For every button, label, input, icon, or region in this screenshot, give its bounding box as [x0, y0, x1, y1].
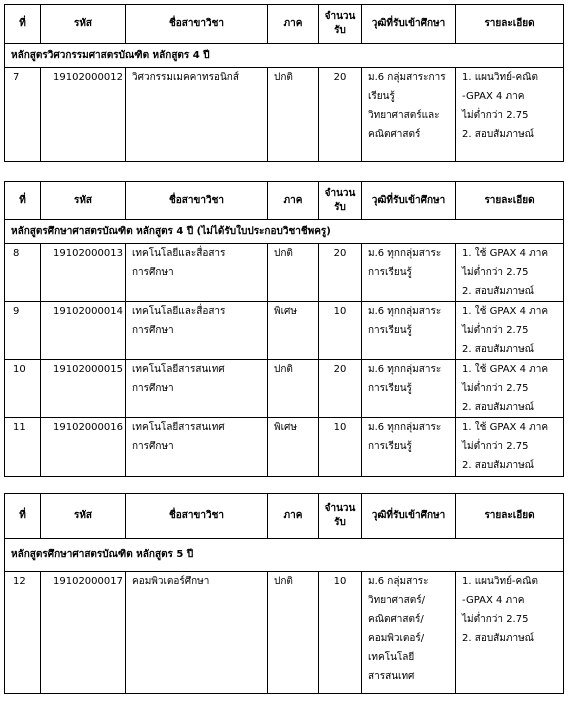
table-row: [5, 360, 564, 418]
qualification-line: คอมพิวเตอร์/: [368, 633, 425, 644]
header-no: ที่: [5, 182, 41, 220]
row-quota: 10: [319, 572, 362, 694]
qualification-line: วิทยาศาสตร์/: [368, 595, 425, 606]
row-details: [456, 572, 564, 694]
header-quota-line2: รับ: [334, 201, 346, 213]
header-qualification: วุฒิที่รับเข้าศึกษา: [362, 182, 456, 220]
details-line: ไม่ต่ำกว่า 2.75: [462, 441, 529, 452]
row-code: 19102000017: [41, 572, 126, 694]
details-line: 2. สอบสัมภาษณ์: [462, 402, 534, 413]
details-line: -GPAX 4 ภาค: [462, 91, 525, 102]
details-line: 1. ใช้ GPAX 4 ภาค: [462, 422, 549, 433]
row-details: [456, 360, 564, 418]
header-quota-line2: รับ: [334, 517, 346, 528]
row-term: พิเศษ: [268, 418, 319, 477]
header-term: ภาค: [268, 494, 319, 539]
row-qualification: [362, 68, 456, 162]
major-line: การศึกษา: [132, 441, 174, 452]
row-details: [456, 418, 564, 477]
row-qualification: [362, 418, 456, 477]
header-quota: [319, 5, 362, 44]
row-major: [126, 418, 268, 477]
row-details: [456, 302, 564, 360]
section-title: หลักสูตรศึกษาศาสตรบัณฑิต หลักสูตร 4 ปี (ไม่ได้รับใบประกอบวิชาชีพครู): [5, 220, 564, 244]
header-code: รหัส: [41, 182, 126, 220]
header-qualification: วุฒิที่รับเข้าศึกษา: [362, 494, 456, 539]
major-line: เทคโนโลยีสารสนเทศ: [132, 422, 225, 433]
row-quota: 20: [319, 360, 362, 418]
row-code: 19102000013: [41, 244, 126, 302]
row-code: 19102000014: [41, 302, 126, 360]
header-details: รายละเอียด: [456, 182, 564, 220]
row-no: 7: [5, 68, 41, 162]
table-row: [5, 68, 564, 162]
header-qualification: วุฒิที่รับเข้าศึกษา: [362, 5, 456, 44]
details-line: ไม่ต่ำกว่า 2.75: [462, 383, 529, 394]
qualification-line: ม.6 ทุกกลุ่มสาระ: [368, 364, 442, 375]
header-no: ที่: [5, 494, 41, 539]
header-quota-line2: รับ: [334, 25, 346, 36]
details-line: 2. สอบสัมภาษณ์: [462, 129, 534, 140]
table-row: [5, 418, 564, 477]
header-no: ที่: [5, 5, 41, 44]
details-line: 1. แผนวิทย์-คณิต: [462, 576, 538, 587]
header-quota-line1: จำนวน: [324, 187, 356, 199]
header-quota: [319, 182, 362, 220]
header-quota-line1: จำนวน: [324, 503, 356, 514]
details-line: 2. สอบสัมภาษณ์: [462, 286, 534, 297]
header-row: [5, 182, 564, 220]
qualification-line: เทคโนโลยี: [368, 652, 415, 663]
section-row: [5, 44, 564, 68]
header-term: ภาค: [268, 5, 319, 44]
row-term: ปกติ: [268, 244, 319, 302]
details-line: 1. ใช้ GPAX 4 ภาค: [462, 306, 549, 317]
row-term: พิเศษ: [268, 302, 319, 360]
row-no: 12: [5, 572, 41, 694]
row-term: ปกติ: [268, 360, 319, 418]
header-row: [5, 5, 564, 44]
row-quota: 20: [319, 68, 362, 162]
qualification-line: ม.6 ทุกกลุ่มสาระ: [368, 248, 442, 259]
row-details: [456, 68, 564, 162]
row-qualification: [362, 244, 456, 302]
header-major: ชื่อสาขาวิชา: [126, 182, 268, 220]
row-no: 8: [5, 244, 41, 302]
qualification-line: คณิตศาสตร์: [368, 129, 421, 140]
major-line: คอมพิวเตอร์ศึกษา: [132, 576, 210, 587]
row-code: 19102000012: [41, 68, 126, 162]
header-details: รายละเอียด: [456, 5, 564, 44]
row-qualification: [362, 572, 456, 694]
major-line: เทคโนโลยีและสื่อสาร: [132, 306, 226, 317]
row-details: [456, 244, 564, 302]
row-code: 19102000015: [41, 360, 126, 418]
row-code: 19102000016: [41, 418, 126, 477]
details-line: 2. สอบสัมภาษณ์: [462, 460, 534, 471]
section-row: [5, 220, 564, 244]
row-term: ปกติ: [268, 68, 319, 162]
row-major: [126, 68, 268, 162]
table-row: [5, 302, 564, 360]
row-major: [126, 360, 268, 418]
row-no: 11: [5, 418, 41, 477]
row-qualification: [362, 302, 456, 360]
row-no: 10: [5, 360, 41, 418]
admission-table-1: [4, 4, 564, 162]
details-line: ไม่ต่ำกว่า 2.75: [462, 267, 529, 278]
header-details: รายละเอียด: [456, 494, 564, 539]
qualification-line: วิทยาศาสตร์และ: [368, 110, 440, 121]
admission-table-3: [4, 493, 564, 694]
row-no: 9: [5, 302, 41, 360]
header-row: [5, 494, 564, 539]
row-quota: 20: [319, 244, 362, 302]
details-line: ไม่ต่ำกว่า 2.75: [462, 614, 529, 625]
major-line: เทคโนโลยีสารสนเทศ: [132, 364, 225, 375]
major-line: การศึกษา: [132, 325, 174, 336]
row-major: [126, 302, 268, 360]
header-code: รหัส: [41, 494, 126, 539]
details-line: 2. สอบสัมภาษณ์: [462, 633, 534, 644]
table-row: [5, 244, 564, 302]
qualification-line: เรียนรู้: [368, 91, 395, 102]
header-quota: [319, 494, 362, 539]
qualification-line: การเรียนรู้: [368, 267, 412, 278]
qualification-line: การเรียนรู้: [368, 441, 412, 452]
row-qualification: [362, 360, 456, 418]
major-line: การศึกษา: [132, 383, 174, 394]
details-line: -GPAX 4 ภาค: [462, 595, 525, 606]
qualification-line: ม.6 ทุกกลุ่มสาระ: [368, 306, 442, 317]
details-line: 1. ใช้ GPAX 4 ภาค: [462, 364, 549, 375]
row-major: [126, 572, 268, 694]
qualification-line: ม.6 ทุกกลุ่มสาระ: [368, 422, 442, 433]
header-major: ชื่อสาขาวิชา: [126, 5, 268, 44]
section-title: หลักสูตรวิศวกรรมศาสตรบัณฑิต หลักสูตร 4 ปี: [5, 44, 564, 68]
details-line: 1. ใช้ GPAX 4 ภาค: [462, 248, 549, 259]
header-term: ภาค: [268, 182, 319, 220]
table-row: [5, 572, 564, 694]
section-title: หลักสูตรศึกษาศาสตรบัณฑิต หลักสูตร 5 ปี: [5, 539, 564, 572]
row-major: [126, 244, 268, 302]
header-major: ชื่อสาขาวิชา: [126, 494, 268, 539]
admission-table-2: [4, 181, 564, 477]
qualification-line: การเรียนรู้: [368, 383, 412, 394]
qualification-line: ม.6 กลุ่มสาระการ: [368, 72, 446, 83]
details-line: 2. สอบสัมภาษณ์: [462, 344, 534, 355]
qualification-line: การเรียนรู้: [368, 325, 412, 336]
section-row: [5, 539, 564, 572]
row-term: ปกติ: [268, 572, 319, 694]
qualification-line: ม.6 กลุ่มสาระ: [368, 576, 429, 587]
row-quota: 10: [319, 418, 362, 477]
qualification-line: คณิตศาสตร์/: [368, 614, 424, 625]
major-line: การศึกษา: [132, 267, 174, 278]
header-quota-line1: จำนวน: [324, 11, 356, 22]
row-quota: 10: [319, 302, 362, 360]
major-line: วิศวกรรมเมคคาทรอนิกส์: [132, 72, 239, 83]
details-line: ไม่ต่ำกว่า 2.75: [462, 325, 529, 336]
details-line: ไม่ต่ำกว่า 2.75: [462, 110, 529, 121]
header-code: รหัส: [41, 5, 126, 44]
details-line: 1. แผนวิทย์-คณิต: [462, 72, 538, 83]
qualification-line: สารสนเทศ: [368, 671, 415, 682]
major-line: เทคโนโลยีและสื่อสาร: [132, 248, 226, 259]
